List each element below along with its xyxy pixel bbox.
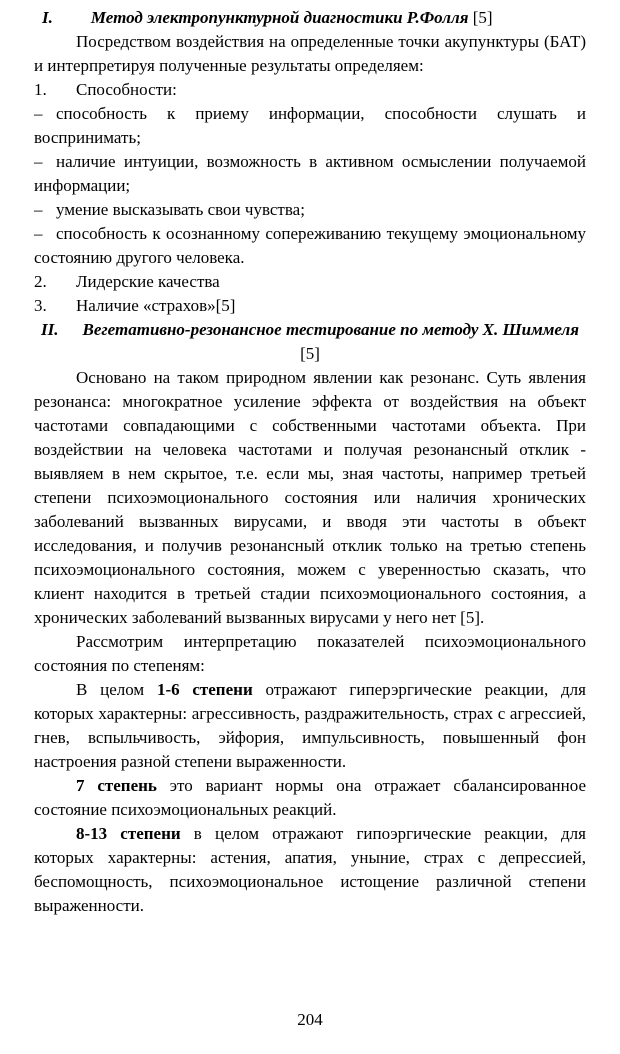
degree-7-text: это вариант нормы она отражает сбалансированное состояние психоэмоциональных реакций. (34, 776, 586, 819)
dash-marker: – (34, 104, 43, 123)
dash-marker: – (34, 152, 43, 171)
dash-text: наличие интуиции, возможность в активном осмыслении получаемой информации; (34, 152, 586, 195)
list-text: Лидерские качества (76, 272, 220, 291)
paragraph-degree-7 (34, 774, 586, 822)
list-number: 1. (34, 80, 47, 99)
degrees-1-6-pre: В целом (76, 680, 157, 699)
citation-ref: [5] (300, 344, 320, 363)
list-item-fears (34, 294, 586, 318)
dash-item-empathy (34, 222, 586, 270)
degrees-1-6-label: 1-6 степени (156, 680, 253, 699)
dash-text: способность к осознанному сопереживанию текущему эмоциональному состоянию другого человека. (34, 224, 586, 267)
paragraph-degrees-1-6 (34, 678, 586, 774)
heading-title: Метод электропунктурной диагностики Р.Фолля (90, 8, 469, 27)
degrees-8-13-text: в целом отражают гипоэргические реакции, для которых характерны: астения, апатия, уныние, страх с депрессией, беспомощность, психоэмоциональное истощение различной степени выраженности. (34, 824, 586, 915)
list-text: Способности: (76, 80, 177, 99)
degrees-1-6-text: отражают гиперэргические реакции, для которых характерны: агрессивность, раздражительность, страх с агрессией, гнев, вспыльчивость, эйфория, импульсивность, повышенный фон настроения разной степени выраженности. (34, 680, 586, 771)
heading-number: I. (42, 8, 53, 27)
dash-marker: – (34, 224, 43, 243)
section-heading-foll-method (34, 6, 586, 30)
paragraph-resonance: Основано на таком природном явлении как резонанс. Суть явления резонанса: многократное усиление эффекта от воздействия на объект частотами совпадающими с собственными частотами объекта. При воздействии на человека частотами и получая резонансный отклик - выявляем в нем скрытое, т.е. если мы, зная частоты, например третьей степени психоэмоционального состояния или наличия хронических заболеваний вызванных вирусами, и вводя эти частоты в объект исследования, и получив резонансный отклик только на третью степень психоэмоционального состояния, можем с уверенностью сказать, что клиент находится в третьей стадии психоэмоционального состояния, а хронических заболеваний вызванных вирусами у него нет [5]. (34, 368, 586, 627)
dash-text: умение высказывать свои чувства; (56, 200, 305, 219)
dash-item-information (34, 102, 586, 150)
paragraph-intro: Посредством воздействия на определенные точки акупунктуры (БАТ) и интерпретируя полученные результаты определяем: (34, 32, 586, 75)
dash-text: способность к приему информации, способности слушать и воспринимать; (34, 104, 586, 147)
heading-number: II. (41, 320, 59, 339)
page-number: 204 (297, 1010, 323, 1029)
degree-7-label: 7 степень (76, 776, 157, 795)
degrees-8-13-label: 8-13 степени (76, 824, 181, 843)
list-number: 2. (34, 272, 47, 291)
dash-item-feelings (34, 198, 586, 222)
list-number: 3. (34, 296, 47, 315)
list-item-leadership (34, 270, 586, 294)
heading-title: Вегетативно-резонансное тестирование по методу Х. Шиммеля (82, 320, 579, 339)
paragraph-degrees-8-13 (34, 822, 586, 918)
list-text: Наличие «страхов»[5] (76, 296, 236, 315)
citation-ref: [5] (468, 8, 493, 27)
dash-marker: – (34, 200, 43, 219)
list-item-abilities (34, 78, 586, 102)
dash-item-intuition (34, 150, 586, 198)
section-heading-vrt-schimmel (34, 318, 586, 366)
paragraph-consider-degrees: Рассмотрим интерпретацию показателей психоэмоционального состояния по степеням: (34, 632, 586, 675)
